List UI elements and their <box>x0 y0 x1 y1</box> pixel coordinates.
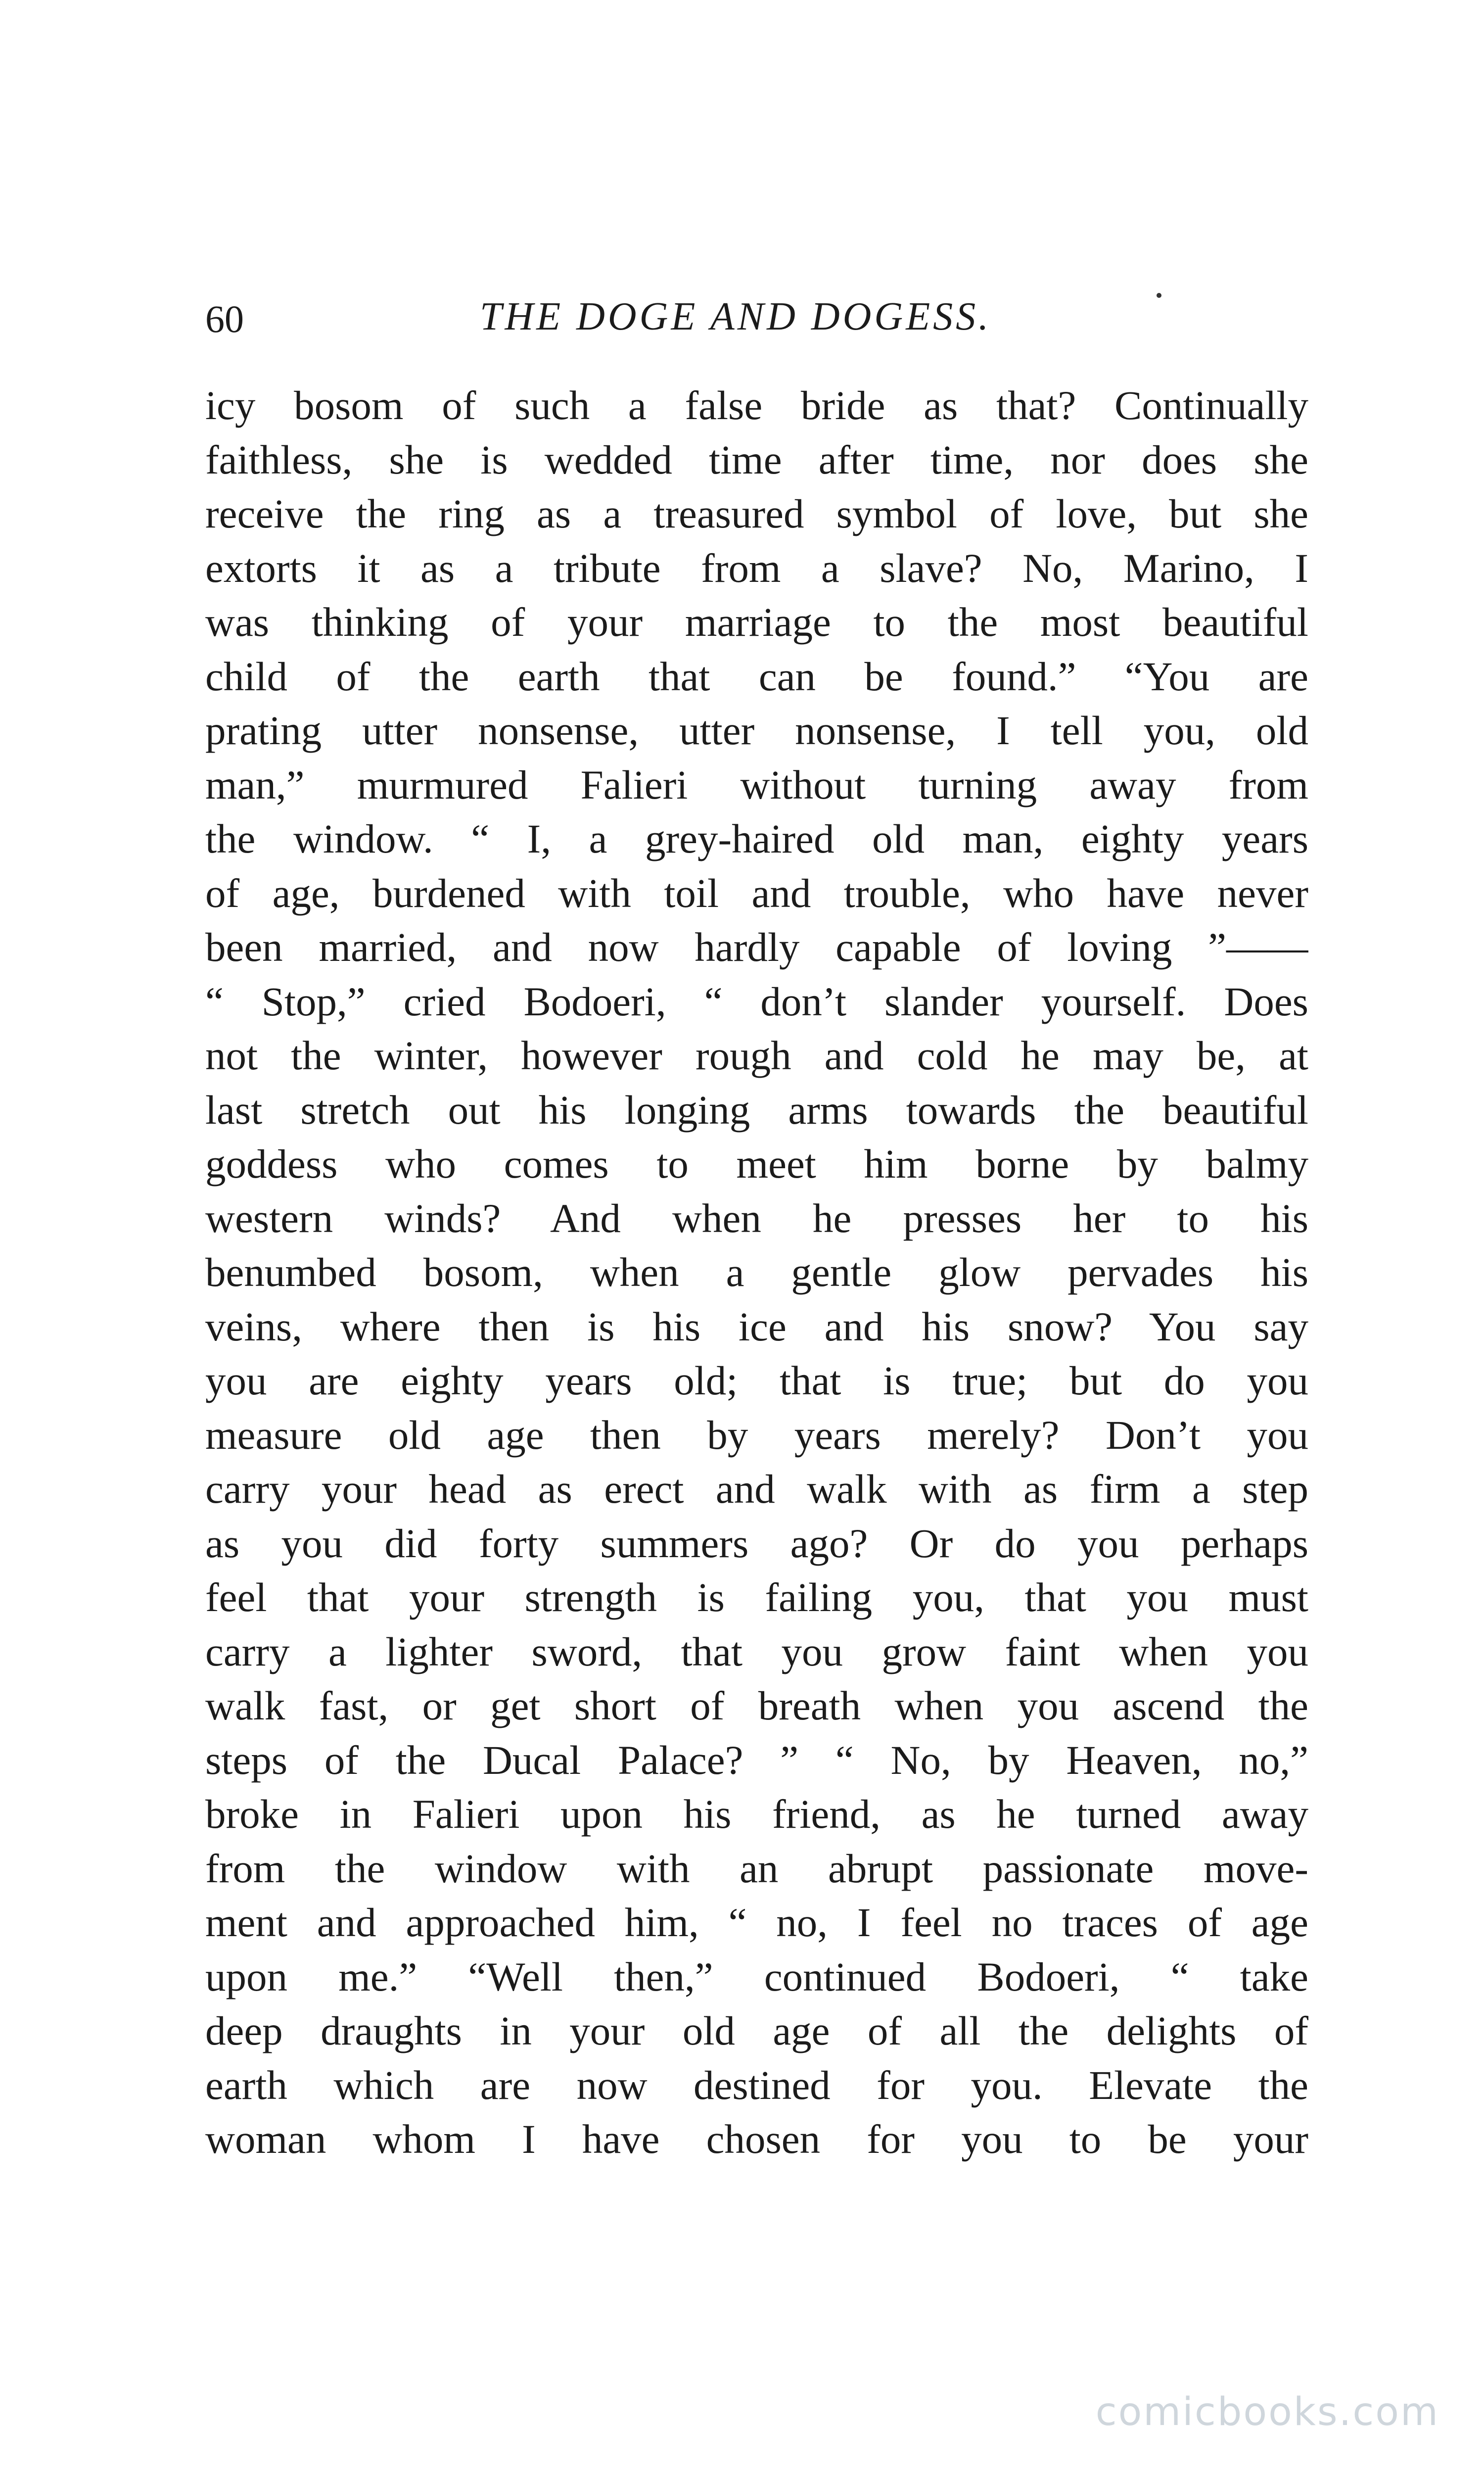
text-line: “ Stop,” cried Bodoeri, “ don’t slander yourself. Does <box>205 978 1308 1024</box>
text-line: from the window with an abrupt passionate move- <box>205 1845 1308 1891</box>
text-line: walk fast, or get short of breath when you ascend the <box>205 1683 1308 1728</box>
text-line: receive the ring as a treasured symbol of love, but she <box>205 491 1308 536</box>
text-line: child of the earth that can be found.” “You are <box>205 653 1308 699</box>
text-line: benumbed bosom, when a gentle glow pervades his <box>205 1249 1308 1295</box>
text-line: you are eighty years old; that is true; but do you <box>205 1358 1308 1403</box>
text-line: was thinking of your marriage to the most beautiful <box>205 599 1308 645</box>
text-line: steps of the Ducal Palace? ” “ No, by Heaven, no,” <box>205 1737 1308 1783</box>
text-line: of age, burdened with toil and trouble, who have never <box>205 870 1308 916</box>
text-line: been married, and now hardly capable of loving ”—— <box>205 924 1308 970</box>
text-line: veins, where then is his ice and his snow? You say <box>205 1303 1308 1349</box>
ink-speck <box>1157 293 1161 298</box>
text-line: broke in Falieri upon his friend, as he turned away <box>205 1791 1308 1837</box>
text-line: western winds? And when he presses her to his <box>205 1195 1308 1241</box>
text-line: earth which are now destined for you. Elevate the <box>205 2062 1308 2108</box>
text-line: goddess who comes to meet him borne by balmy <box>205 1141 1308 1187</box>
text-line: feel that your strength is failing you, that you must <box>205 1574 1308 1620</box>
watermark: comicbooks.com <box>1095 2390 1439 2434</box>
text-line: man,” murmured Falieri without turning away from <box>205 761 1308 808</box>
text-line: not the winter, however rough and cold he may be, at <box>205 1033 1308 1078</box>
running-title: THE DOGE AND DOGESS. <box>480 295 992 338</box>
text-line: woman whom I have chosen for you to be your <box>205 2116 1308 2162</box>
text-line: last stretch out his longing arms towards the beautiful <box>205 1087 1308 1133</box>
text-line: measure old age then by years merely? Don’t you <box>205 1412 1308 1458</box>
text-line: carry a lighter sword, that you grow faint when you <box>205 1628 1308 1674</box>
page-number: 60 <box>205 297 244 340</box>
text-line: prating utter nonsense, utter nonsense, I tell you, old <box>205 708 1308 753</box>
text-line: faithless, she is wedded time after time, nor does she <box>205 436 1308 482</box>
text-line: as you did forty summers ago? Or do you perhaps <box>205 1520 1308 1566</box>
text-line: upon me.” “Well then,” continued Bodoeri, “ take <box>205 1953 1308 1999</box>
text-line: extorts it as a tribute from a slave? No, Marino, I <box>205 545 1308 591</box>
page-header <box>205 289 1294 354</box>
text-line: icy bosom of such a false bride as that? Continually <box>205 382 1308 428</box>
body-text <box>205 379 1308 2167</box>
text-line: carry your head as erect and walk with as firm a step <box>205 1466 1308 1512</box>
text-line: deep draughts in your old age of all the delights of <box>205 2008 1308 2053</box>
text-line: the window. “ I, a grey-haired old man, eighty years <box>205 816 1308 861</box>
text-line: ment and approached him, “ no, I feel no traces of age <box>205 1900 1308 1945</box>
